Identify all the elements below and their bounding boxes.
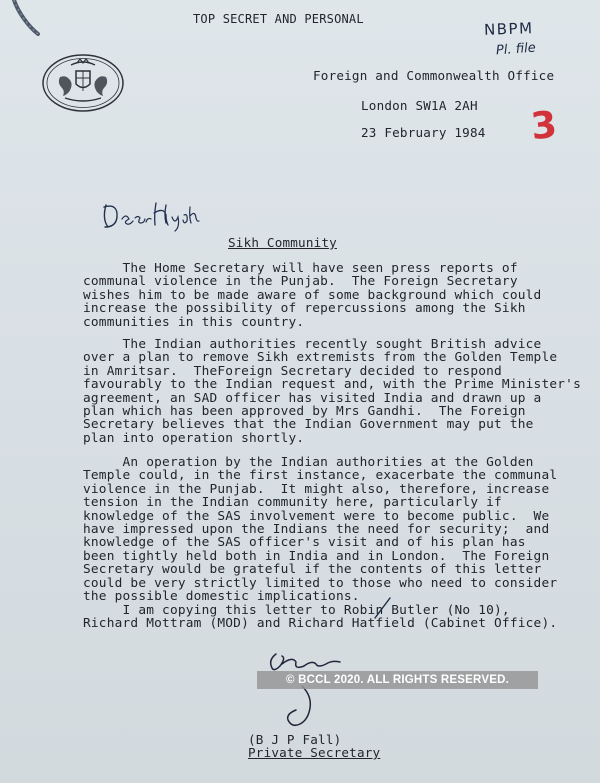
copyright-watermark: © BCCL 2020. ALL RIGHTS RESERVED. bbox=[257, 671, 538, 689]
letter-paragraph-4: I am copying this letter to Robin Butler (No 10), Richard Mottram (MOD) and Richard Hatfield (Cabinet Office). bbox=[83, 603, 558, 632]
handwritten-signature bbox=[262, 646, 372, 732]
handwritten-correction-mark bbox=[372, 596, 394, 620]
signatory-name: (B J P Fall) bbox=[248, 732, 342, 747]
letter-paragraph-1: The Home Secretary will have seen press reports of communal violence in the Punjab. The Foreign Secretary wishes him to be made aware of some background which could increase the possibility of repercussions among the Sikh communities in this country. bbox=[83, 261, 542, 330]
handwritten-annotation-nbpm: NBPM bbox=[483, 19, 534, 39]
letter-paragraph-3: An operation by the Indian authorities at the Golden Temple could, in the first instance, exacerbate the communal violence in the Punjab. It might also, therefore, increase tension in the Indian community here, particularly if knowledge of the SAS involvement were to become public. We have impressed upon the Indians the need for security; and knowledge of the SAS officer's visit and of his plan has been tightly held both in India and in London. The Foreign Secretary would be grateful if the contents of this letter could be very strictly limited to those who need to consider the possible domestic implications. bbox=[83, 455, 558, 605]
sender-address: London SW1A 2AH bbox=[361, 98, 478, 113]
handwritten-salutation bbox=[98, 197, 208, 233]
handwritten-annotation-file: Pl. file bbox=[495, 40, 537, 59]
classification-marking: TOP SECRET AND PERSONAL bbox=[193, 12, 364, 26]
letter-date: 23 February 1984 bbox=[361, 125, 486, 140]
royal-coat-of-arms-icon bbox=[41, 53, 125, 113]
letter-subject: Sikh Community bbox=[228, 235, 337, 250]
letter-paragraph-2: The Indian authorities recently sought British advice over a plan to remove Sikh extremists from the Golden Temple in Amritsar. TheForeign Secretary decided to respond favourably to the Indian request and, with the Prime Minister's agreement, an SAD officer has visited India and drawn up a plan which has been approved by Mrs Gandhi. The Foreign Secretary believes that the Indian Government may put the plan into operation shortly. bbox=[83, 337, 581, 446]
handwritten-red-number: 3 bbox=[528, 102, 559, 149]
sender-department: Foreign and Commonwealth Office bbox=[313, 68, 555, 83]
signatory-title: Private Secretary bbox=[248, 745, 381, 760]
